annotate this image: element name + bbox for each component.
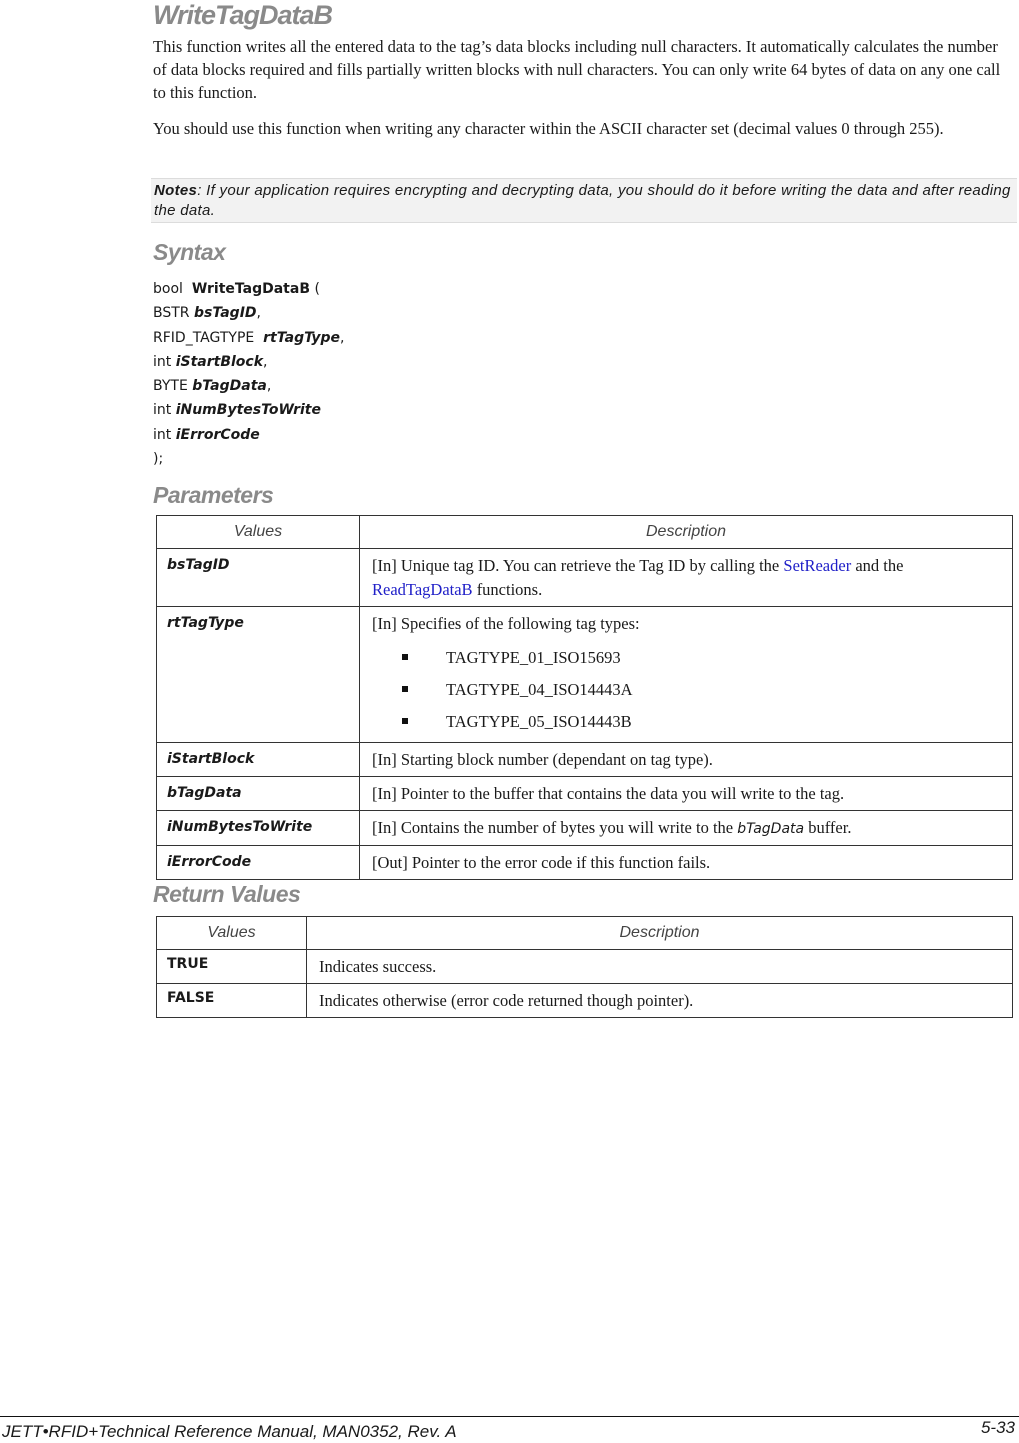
column-header-values: Values <box>157 516 360 549</box>
syntax-arg: iErrorCode <box>175 426 260 443</box>
return-value-name: FALSE <box>157 984 307 1018</box>
param-description: [Out] Pointer to the error code if this function fails. <box>360 846 1013 880</box>
syntax-line: BYTE bTagData, <box>153 378 272 395</box>
syntax-line: int iErrorCode <box>153 426 260 443</box>
syntax-line: int iNumBytesToWrite <box>153 402 321 419</box>
table-row <box>157 743 1013 777</box>
page-number: 5-33 <box>980 1418 1015 1437</box>
return-values-table <box>156 916 1013 1018</box>
param-description: [In] Pointer to the buffer that contains the data you will write to the tag. <box>360 777 1013 811</box>
table-row <box>157 549 1013 607</box>
param-name: iStartBlock <box>157 743 360 777</box>
param-name: iNumBytesToWrite <box>157 811 360 846</box>
bullet-square-icon <box>402 686 408 692</box>
note-text: : If your application requires encrypting and decrypting data, you should do it before writing the data and after reading the data. <box>154 182 1011 219</box>
table-row <box>157 846 1013 880</box>
footer-manual-title: JETT•RFID+Technical Reference Manual, MAN0352, Rev. A <box>2 1422 457 1441</box>
syntax-arg: bTagData <box>192 378 267 395</box>
tag-type-list <box>372 642 1000 738</box>
table-header-row <box>157 917 1013 950</box>
syntax-arg: iStartBlock <box>175 353 264 370</box>
intro-paragraph-2: You should use this function when writing any character within the ASCII character set (decimal values 0 through 255). <box>153 119 944 138</box>
function-name: WriteTagDataB <box>191 281 310 297</box>
bullet-square-icon <box>402 718 408 724</box>
column-header-description: Description <box>360 516 1013 549</box>
syntax-line: BSTR bsTagID, <box>153 305 261 322</box>
column-header-values: Values <box>157 917 307 950</box>
syntax-arg: bsTagID <box>193 305 257 322</box>
note-box <box>151 178 1017 223</box>
syntax-line: bool WriteTagDataB ( <box>153 281 320 297</box>
table-row <box>157 950 1013 984</box>
parameters-heading: Parameters <box>153 482 274 508</box>
param-name: rtTagType <box>157 607 360 743</box>
param-name: bsTagID <box>157 549 360 607</box>
parameters-table <box>156 515 1013 880</box>
return-value-description: Indicates otherwise (error code returned though pointer). <box>307 984 1013 1018</box>
list-item: TAGTYPE_01_ISO15693 <box>402 642 1000 674</box>
syntax-line: int iStartBlock, <box>153 353 268 370</box>
table-header-row <box>157 516 1013 549</box>
syntax-arg: rtTagType <box>263 329 340 346</box>
param-description: [In] Unique tag ID. You can retrieve the Tag ID by calling the SetReader and the ReadTagDataB functions. <box>360 549 1013 607</box>
table-row <box>157 984 1013 1018</box>
bullet-square-icon <box>402 654 408 660</box>
syntax-line: ); <box>153 451 164 468</box>
inline-code: bTagData <box>737 821 805 837</box>
table-row <box>157 811 1013 846</box>
list-item: TAGTYPE_05_ISO14443B <box>402 706 1000 738</box>
table-row <box>157 777 1013 811</box>
param-description: [In] Contains the number of bytes you will write to the bTagData buffer. <box>360 811 1013 846</box>
syntax-heading: Syntax <box>153 239 226 265</box>
return-value-description: Indicates success. <box>307 950 1013 984</box>
section-title: WriteTagDataB <box>153 0 333 30</box>
setreader-link[interactable]: SetReader <box>783 556 852 575</box>
param-name: iErrorCode <box>157 846 360 880</box>
syntax-line: RFID_TAGTYPE rtTagType, <box>153 329 345 346</box>
footer-divider <box>0 1416 1019 1417</box>
syntax-arg: iNumBytesToWrite <box>175 402 321 419</box>
return-values-heading: Return Values <box>153 881 301 907</box>
param-name: bTagData <box>157 777 360 811</box>
intro-paragraph-1: This function writes all the entered data to the tag’s data blocks including null characters. It automatically calculates the number of data blocks required and fills partially written blocks with null characters. You can only write 64 bytes of data on any one call to this function. <box>153 37 1001 102</box>
param-description: [In] Specifies of the following tag types: TAGTYPE_01_ISO15693 TAGTYPE_04_ISO14443A TAGTYPE_05_ISO14443B <box>360 607 1013 743</box>
param-description: [In] Starting block number (dependant on tag type). <box>360 743 1013 777</box>
return-value-name: TRUE <box>157 950 307 984</box>
column-header-description: Description <box>307 917 1013 950</box>
note-label: Notes <box>154 182 198 199</box>
table-row <box>157 607 1013 743</box>
syntax-block <box>153 277 344 471</box>
readtagdatab-link[interactable]: ReadTagDataB <box>372 580 473 599</box>
list-item: TAGTYPE_04_ISO14443A <box>402 674 1000 706</box>
